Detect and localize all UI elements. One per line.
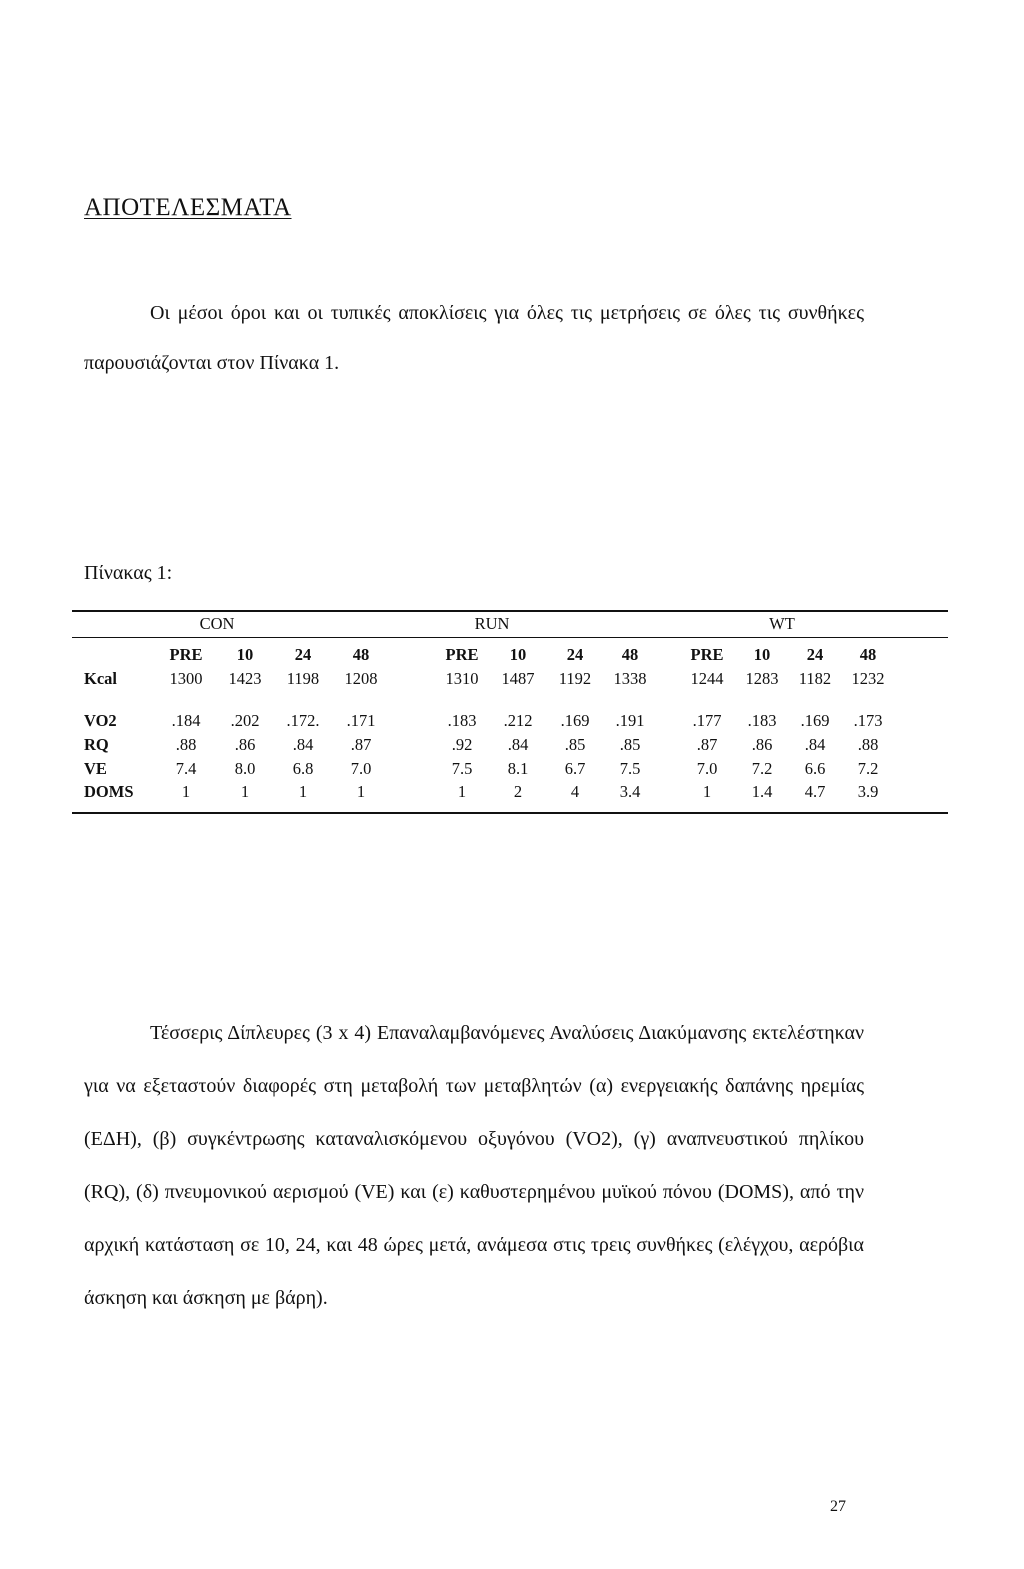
table-cell: 1 [240, 782, 250, 801]
table-top-rule [72, 610, 948, 612]
table-cell: 1182 [798, 669, 832, 688]
table-cell: .183 [447, 711, 477, 730]
table-cell: .84 [804, 735, 826, 754]
group-header-wt: WT [769, 614, 795, 633]
table-cell: 1487 [501, 669, 535, 688]
table-cell: 1.4 [751, 782, 773, 801]
table-cell: 1 [457, 782, 467, 801]
table-cell: 7.2 [857, 759, 879, 778]
table-cell: 1198 [286, 669, 320, 688]
table-cell: .172. [286, 711, 320, 730]
group-header-run: RUN [474, 614, 510, 633]
row-label-ve: VE [84, 759, 107, 778]
table-cell: 1338 [613, 669, 647, 688]
table-cell: 2 [513, 782, 523, 801]
table-cell: .191 [615, 711, 645, 730]
group-header-con: CON [199, 614, 235, 633]
group-header-rule [72, 637, 948, 638]
table-cell: 7.4 [175, 759, 197, 778]
table-cell: 7.2 [751, 759, 773, 778]
time-column-header: 10 [509, 645, 527, 664]
table-cell: 7.0 [696, 759, 718, 778]
table-cell: 6.6 [804, 759, 826, 778]
table-cell: .184 [171, 711, 201, 730]
time-column-header: 10 [753, 645, 771, 664]
table-cell: .86 [234, 735, 256, 754]
time-column-header: 48 [621, 645, 639, 664]
table-cell: .85 [619, 735, 641, 754]
table-cell: 8.1 [507, 759, 529, 778]
table-cell: .92 [451, 735, 473, 754]
table-cell: .173 [853, 711, 883, 730]
time-column-header: 48 [859, 645, 877, 664]
table-cell: 1232 [851, 669, 885, 688]
table-cell: 8.0 [234, 759, 256, 778]
table-cell: 7.5 [619, 759, 641, 778]
table-cell: 6.8 [292, 759, 314, 778]
table-cell: 1423 [228, 669, 262, 688]
table-cell: 1310 [445, 669, 479, 688]
table-cell: 1300 [169, 669, 203, 688]
row-label-rq: RQ [84, 735, 109, 754]
row-label-doms: DOMS [84, 782, 134, 801]
time-column-header: 24 [294, 645, 312, 664]
time-column-header: PRE [445, 645, 479, 664]
table-cell: .88 [175, 735, 197, 754]
page-number: 27 [830, 1498, 846, 1515]
table-cell: 7.5 [451, 759, 473, 778]
time-column-header: 24 [806, 645, 824, 664]
table-cell: .87 [350, 735, 372, 754]
table-cell: 4.7 [804, 782, 826, 801]
table-cell: .183 [747, 711, 777, 730]
time-column-header: 24 [566, 645, 584, 664]
table-cell: .177 [692, 711, 722, 730]
table-cell: .169 [800, 711, 830, 730]
table-cell: .85 [564, 735, 586, 754]
table-cell: 1 [702, 782, 712, 801]
time-column-header: 10 [236, 645, 254, 664]
table-cell: .171 [346, 711, 376, 730]
table-cell: 1 [356, 782, 366, 801]
table-cell: 1 [181, 782, 191, 801]
table-cell: .88 [857, 735, 879, 754]
table-bottom-rule [72, 812, 948, 814]
table-cell: .202 [230, 711, 260, 730]
table-cell: .87 [696, 735, 718, 754]
table-cell: 1192 [558, 669, 592, 688]
row-label-vo2: VO2 [84, 711, 117, 730]
table-cell: .212 [503, 711, 533, 730]
table-cell: .84 [292, 735, 314, 754]
table-cell: 7.0 [350, 759, 372, 778]
table-cell: .86 [751, 735, 773, 754]
row-label-kcal: Kcal [84, 669, 117, 688]
time-column-header: PRE [169, 645, 203, 664]
time-column-header: PRE [690, 645, 724, 664]
table-cell: 1208 [344, 669, 378, 688]
table-cell: .84 [507, 735, 529, 754]
table-cell: 1 [298, 782, 308, 801]
table-cell: .169 [560, 711, 590, 730]
table-cell: 6.7 [564, 759, 586, 778]
table-cell: 3.9 [857, 782, 879, 801]
table-cell: 1283 [745, 669, 779, 688]
table-caption: Πίνακας 1: [84, 562, 173, 584]
analysis-paragraph: Τέσσερις Δίπλευρες (3 x 4) Επαναλαμβανόμενες Αναλύσεις Διακύμανσης εκτελέστηκαν για να εξεταστούν διαφορές στη μεταβολή των μεταβλητών (α) ενεργειακής δαπάνης ηρεμίας (ΕΔΗ), (β) συγκέντρωσης καταναλισκόμενου οξυγόνου (VO2), (γ) αναπνευστικού πηλίκου (RQ), (δ) πνευμονικού αερισμού (VE) και (ε) καθυστερημένου μυϊκού πόνου (DOMS), από την αρχική κατάσταση σε 10, 24, και 48 ώρες μετά, ανάμεσα στις τρεις συνθήκες (ελέγχου, αερόβια άσκηση και άσκηση με βάρη). [84, 1022, 864, 1309]
section-heading: ΑΠΟΤΕΛΕΣΜΑΤΑ [84, 194, 292, 221]
time-column-header: 48 [352, 645, 370, 664]
table-cell: 1244 [690, 669, 724, 688]
table-cell: 4 [570, 782, 580, 801]
table-cell: 3.4 [619, 782, 641, 801]
intro-paragraph: Οι μέσοι όροι και οι τυπικές αποκλίσεις για όλες τις μετρήσεις σε όλες τις συνθήκες παρουσιάζονται στον Πίνακα 1. [84, 302, 864, 374]
